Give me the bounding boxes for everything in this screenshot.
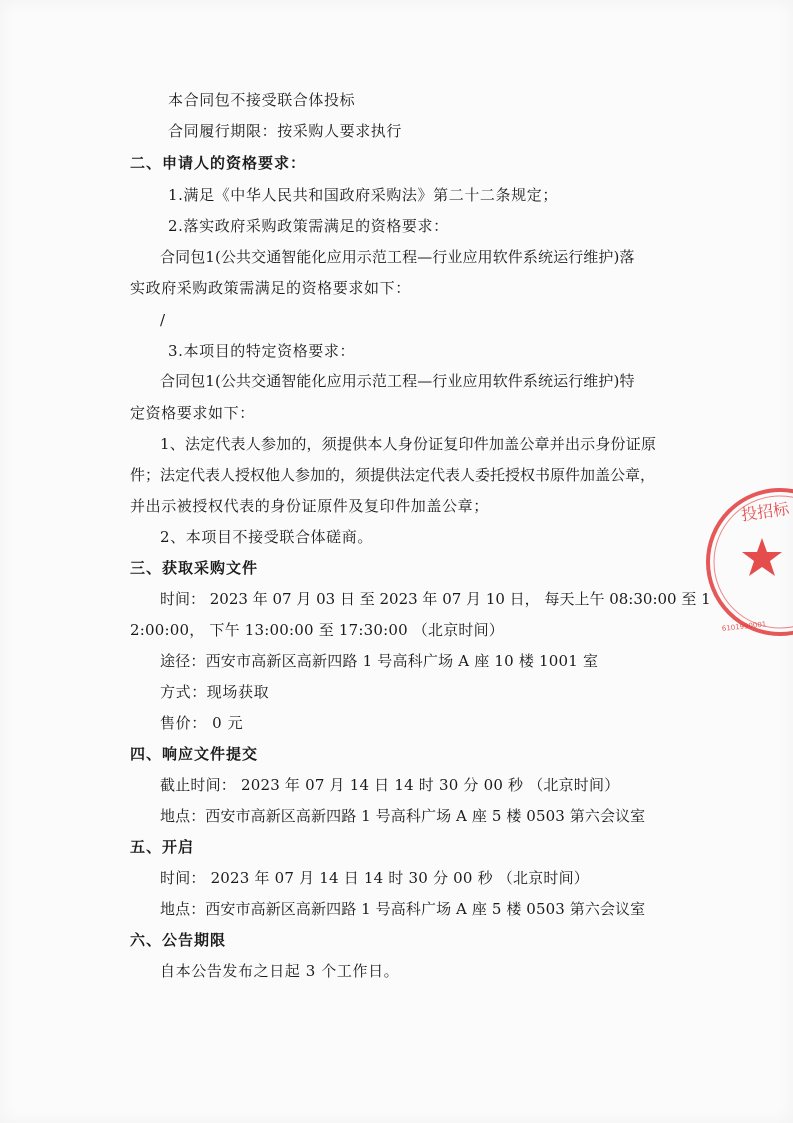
text-line: 2.落实政府采购政策需满足的资格要求：: [168, 217, 449, 235]
section-heading: 二、申请人的资格要求：: [130, 154, 307, 172]
text-line: 时间： 2023 年 07 月 03 日 至 2023 年 07 月 10 日， 每天上午 08:30:00 至 1: [160, 590, 711, 608]
seal-text: 投招标: [740, 498, 791, 525]
seal-graphic: [700, 482, 793, 642]
text-line: 地点：西安市高新区高新四路 1 号高科广场 A 座 5 楼 0503 第六会议室: [160, 807, 646, 825]
text-line: 2:00:00， 下午 13:00:00 至 17:30:00 （北京时间）: [130, 621, 505, 639]
text-line: 实政府采购政策需满足的资格要求如下：: [130, 279, 411, 297]
text-line: 2、本项目不接受联合体磋商。: [160, 528, 373, 546]
text-line: 1、法定代表人参加的，须提供本人身份证复印件加盖公章并出示身份证原: [160, 435, 657, 453]
text-line: 件；法定代表人授权他人参加的，须提供法定代表人委托授权书原件加盖公章，: [130, 466, 656, 484]
text-line: /: [160, 311, 166, 329]
section-heading: 四、响应文件提交: [130, 745, 259, 763]
section-heading: 五、开启: [130, 838, 195, 856]
text-line: 并出示被授权代表的身份证原件及复印件加盖公章；: [130, 497, 489, 515]
text-line: 方式：现场获取: [160, 683, 270, 701]
text-line: 合同包1(公共交通智能化应用示范工程—行业应用软件系统运行维护)落: [160, 248, 635, 266]
section-heading: 六、公告期限: [130, 931, 227, 949]
text-line: 合同包1(公共交通智能化应用示范工程—行业应用软件系统运行维护)特: [160, 372, 635, 390]
section-heading: 三、获取采购文件: [130, 559, 259, 577]
text-line: 自本公告发布之日起 3 个工作日。: [160, 962, 400, 980]
official-seal: [700, 482, 793, 642]
text-line: 合同履行期限：按采购人要求执行: [168, 122, 403, 140]
text-line: 途径：西安市高新区高新四路 1 号高科广场 A 座 10 楼 1001 室: [160, 652, 599, 670]
text-line: 定资格要求如下：: [130, 404, 255, 422]
text-line: 3.本项目的特定资格要求：: [168, 342, 356, 360]
seal-serial: 6101990001: [721, 620, 767, 633]
star-icon: [742, 538, 782, 576]
text-line: 1.满足《中华人民共和国政府采购法》第二十二条规定；: [168, 186, 558, 204]
text-line: 截止时间： 2023 年 07 月 14 日 14 时 30 分 00 秒 （北京时间）: [160, 776, 620, 794]
text-line: 售价： 0 元: [160, 714, 244, 732]
text-line: 时间： 2023 年 07 月 14 日 14 时 30 分 00 秒 （北京时间）: [160, 869, 589, 887]
text-line: 本合同包不接受联合体投标: [168, 91, 356, 109]
text-line: 地点：西安市高新区高新四路 1 号高科广场 A 座 5 楼 0503 第六会议室: [160, 900, 646, 918]
